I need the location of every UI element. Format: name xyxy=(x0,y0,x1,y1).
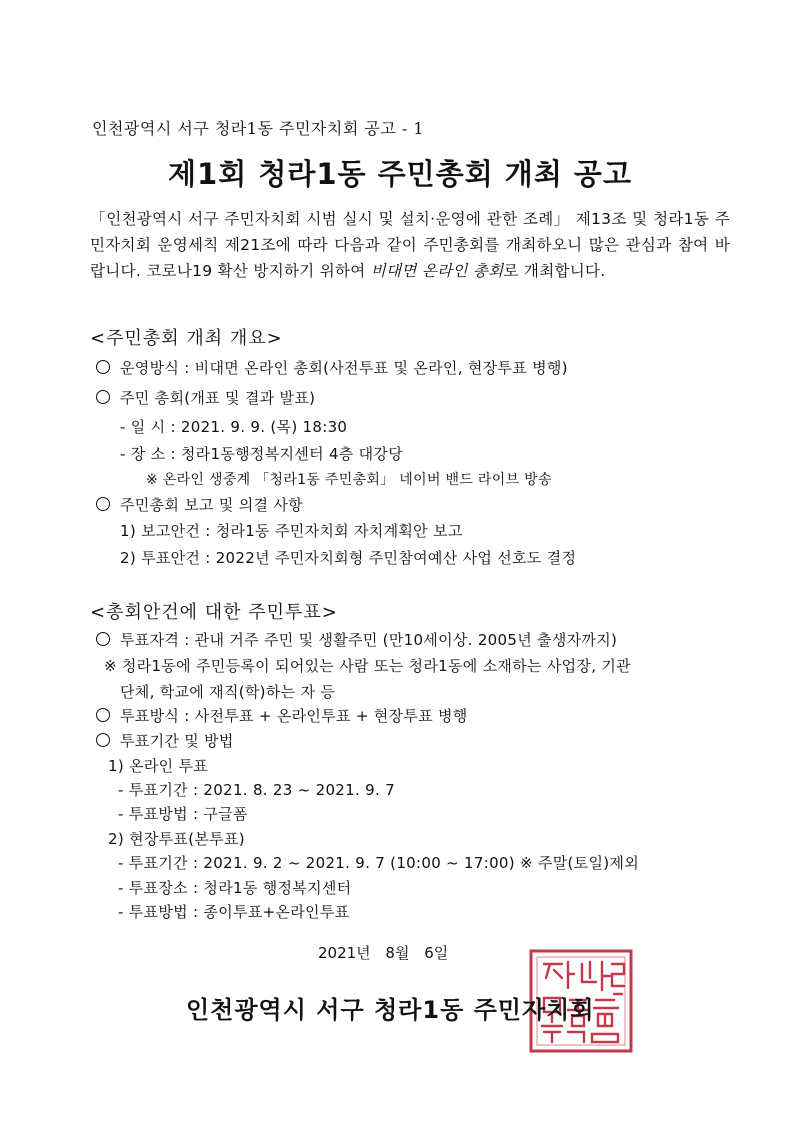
section1-heading: <주민총회 개최 개요> xyxy=(90,328,283,349)
agenda-item xyxy=(96,494,303,515)
eligibility-note-2: 단체, 학교에 재직(학)하는 자 등 xyxy=(120,683,336,701)
circle-bullet-icon xyxy=(96,733,110,747)
circle-bullet-icon xyxy=(96,708,110,722)
agenda-text: 주민총회 보고 및 의결 사항 xyxy=(120,496,303,514)
op-method-text: 운영방식 : 비대면 온라인 총회(사전투표 및 온라인, 현장투표 병행) xyxy=(120,359,568,377)
issue-date: 2021년 8월 6일 xyxy=(318,944,449,962)
livestream-note: ※ 온라인 생중계 「청라1동 주민총회」 네이버 밴드 라이브 방송 xyxy=(146,472,552,488)
vote-period-item xyxy=(96,730,234,751)
online-method: - 투표방법 : 구글폼 xyxy=(118,805,248,823)
general-text: 주민 총회(개표 및 결과 발표) xyxy=(120,389,316,407)
issuing-organization: 인천광역시 서구 청라1동 주민자치회 xyxy=(186,996,595,1024)
notice-reference: 인천광역시 서구 청라1동 주민자치회 공고 - 1 xyxy=(92,119,425,138)
agenda-vote: 2) 투표안건 : 2022년 주민자치회형 주민참여예산 사업 선호도 결정 xyxy=(120,549,577,567)
onsite-vote: 2) 현장투표(본투표) xyxy=(108,830,245,848)
circle-bullet-icon xyxy=(96,632,110,646)
vote-method-text: 투표방식 : 사전투표 + 온라인투표 + 현장투표 병행 xyxy=(120,707,468,725)
vote-method-item xyxy=(96,705,468,726)
onsite-method: - 투표방법 : 종이투표+온라인투표 xyxy=(118,903,350,921)
intro-paragraph xyxy=(90,206,730,284)
vote-period-text: 투표기간 및 방법 xyxy=(120,732,234,750)
meeting-date: - 일 시 : 2021. 9. 9. (목) 18:30 xyxy=(120,418,348,436)
general-item xyxy=(96,387,315,408)
intro-emphasis: 비대면 온라인 총회 xyxy=(370,262,504,280)
section2-heading: <총회안건에 대한 주민투표> xyxy=(90,602,338,623)
online-period: - 투표기간 : 2021. 8. 23 ~ 2021. 9. 7 xyxy=(118,781,395,799)
circle-bullet-icon xyxy=(96,390,110,404)
notice-title: 제1회 청라1동 주민총회 개최 공고 xyxy=(168,157,632,191)
circle-bullet-icon xyxy=(96,497,110,511)
intro-tail: 로 개최합니다. xyxy=(503,262,606,280)
online-vote: 1) 온라인 투표 xyxy=(108,757,209,775)
eligibility-note-1: ※ 청라1동에 주민등록이 되어있는 사람 또는 청라1동에 소재하는 사업장, 기관 xyxy=(104,657,631,675)
circle-bullet-icon xyxy=(96,360,110,374)
onsite-place: - 투표장소 : 청라1동 행정복지센터 xyxy=(118,879,352,897)
op-method-item xyxy=(96,357,568,378)
agenda-report: 1) 보고안건 : 청라1동 주민자치회 자치계획안 보고 xyxy=(120,522,463,540)
meeting-place: - 장 소 : 청라1동행정복지센터 4층 대강당 xyxy=(120,445,404,463)
onsite-period: - 투표기간 : 2021. 9. 2 ~ 2021. 9. 7 (10:00 ~ 17:00) ※ 주말(토일)제외 xyxy=(118,854,639,872)
eligibility-text: 투표자격 : 관내 거주 주민 및 생활주민 (만10세이상. 2005년 출생자까지) xyxy=(120,631,618,649)
intro-text: 「인천광역시 서구 주민자치회 시범 실시 및 설치·운영에 관한 조례」 제13조 및 청라1동 주민자치회 운영세칙 제21조에 따라 다음과 같이 주민총회를 개최하오니 많은 관심과 참여 바랍니다. 코로나19 확산 방지하기 위하여 xyxy=(90,210,730,280)
eligibility-item xyxy=(96,629,617,650)
